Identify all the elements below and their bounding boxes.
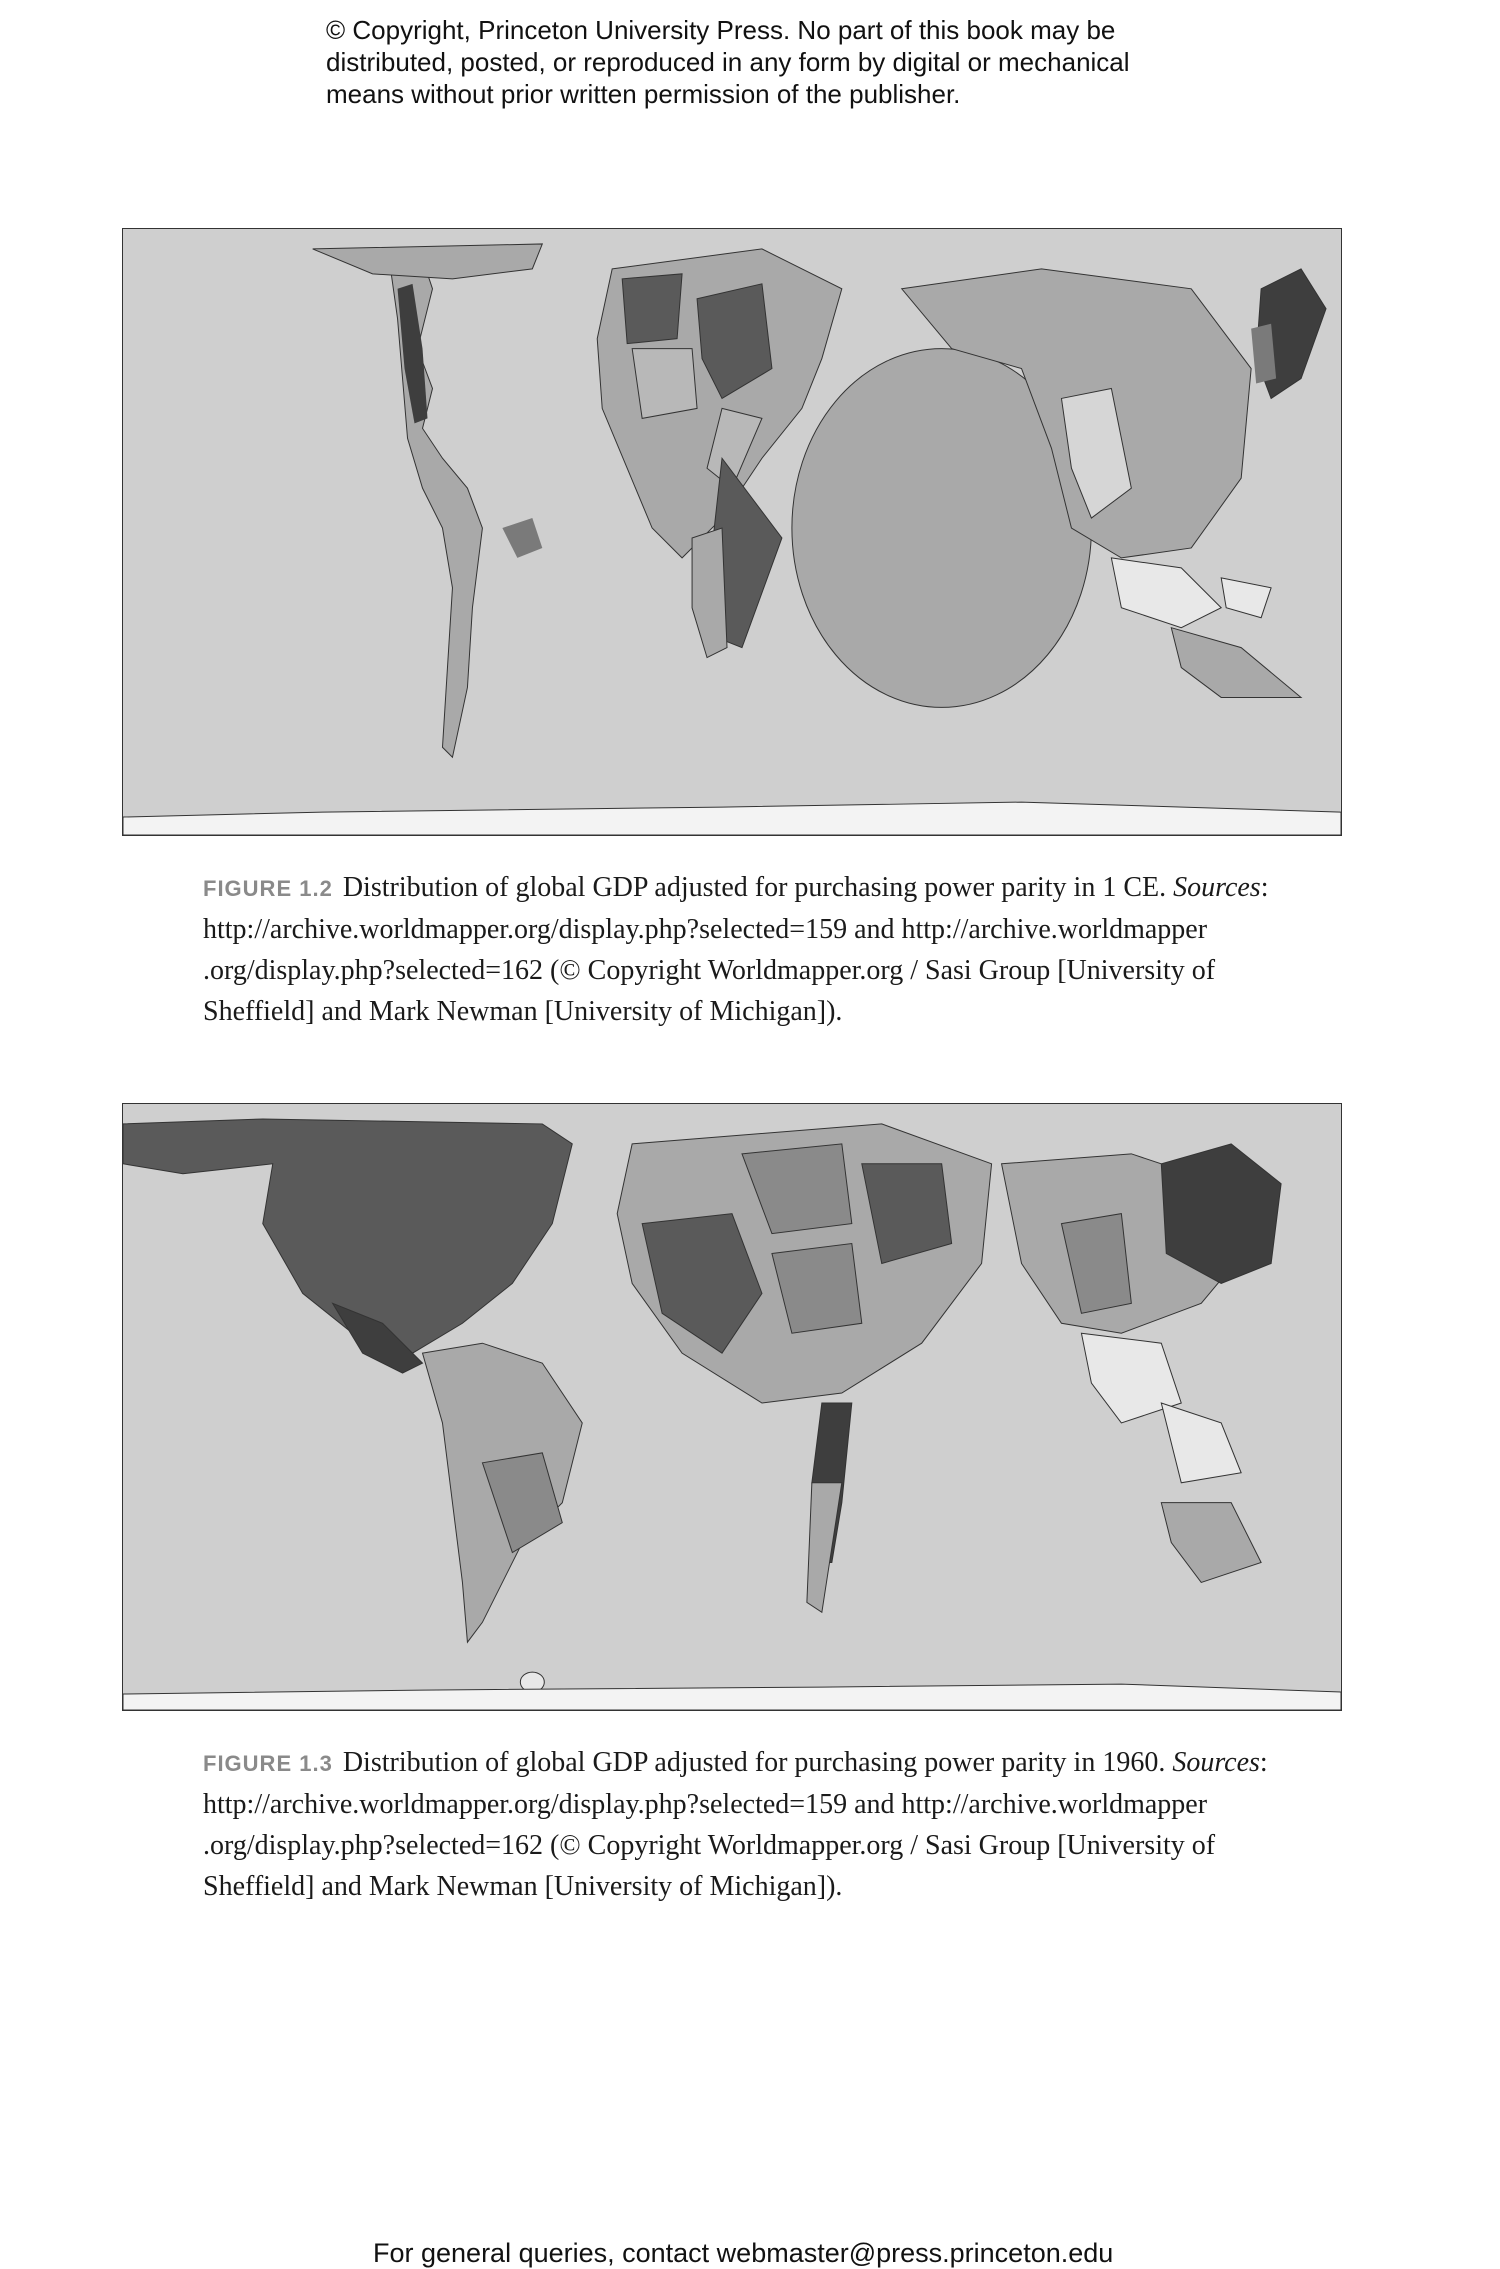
cartogram-1ce bbox=[122, 228, 1342, 836]
caption-line: http://archive.worldmapper.org/display.php?selected=159 and http://archive.worldmapper bbox=[203, 1789, 1208, 1820]
caption-line: Sheffield] and Mark Newman [University of Michigan]). bbox=[203, 1871, 843, 1902]
copyright-line: © Copyright, Princeton University Press. No part of this book may be bbox=[326, 15, 1116, 45]
caption-line: FIGURE 1.3 Distribution of global GDP adjusted for purchasing power parity in 1960. Sources: bbox=[203, 1747, 1268, 1778]
cartogram-1960-graphic bbox=[123, 1104, 1341, 1710]
sources-word: Sources bbox=[1173, 872, 1261, 903]
figure-caption-1-3 bbox=[203, 1742, 1268, 1907]
caption-text: Distribution of global GDP adjusted for purchasing power parity in 1 CE. bbox=[342, 872, 1167, 903]
figure-label: FIGURE 1.2 bbox=[203, 876, 333, 901]
caption-line: FIGURE 1.2 Distribution of global GDP adjusted for purchasing power parity in 1 CE. Sources: bbox=[203, 872, 1269, 903]
copyright-line: distributed, posted, or reproduced in any form by digital or mechanical bbox=[326, 47, 1130, 77]
caption-line: .org/display.php?selected=162 (© Copyright Worldmapper.org / Sasi Group [University of bbox=[203, 1830, 1216, 1861]
footer-contact: For general queries, contact webmaster@press.princeton.edu bbox=[373, 2238, 1114, 2268]
cartogram-1960 bbox=[122, 1103, 1342, 1711]
figure-caption-1-2 bbox=[203, 867, 1269, 1032]
figure-label: FIGURE 1.3 bbox=[203, 1751, 333, 1776]
caption-line: Sheffield] and Mark Newman [University of Michigan]). bbox=[203, 996, 843, 1027]
caption-line: http://archive.worldmapper.org/display.php?selected=159 and http://archive.worldmapper bbox=[203, 914, 1208, 945]
caption-line: .org/display.php?selected=162 (© Copyright Worldmapper.org / Sasi Group [University of bbox=[203, 955, 1216, 986]
caption-text: Distribution of global GDP adjusted for purchasing power parity in 1960. bbox=[342, 1747, 1166, 1778]
cartogram-1ce-graphic bbox=[123, 229, 1341, 835]
sources-word: Sources bbox=[1172, 1747, 1260, 1778]
copyright-notice bbox=[326, 14, 1226, 110]
copyright-line: means without prior written permission of the publisher. bbox=[326, 79, 961, 109]
